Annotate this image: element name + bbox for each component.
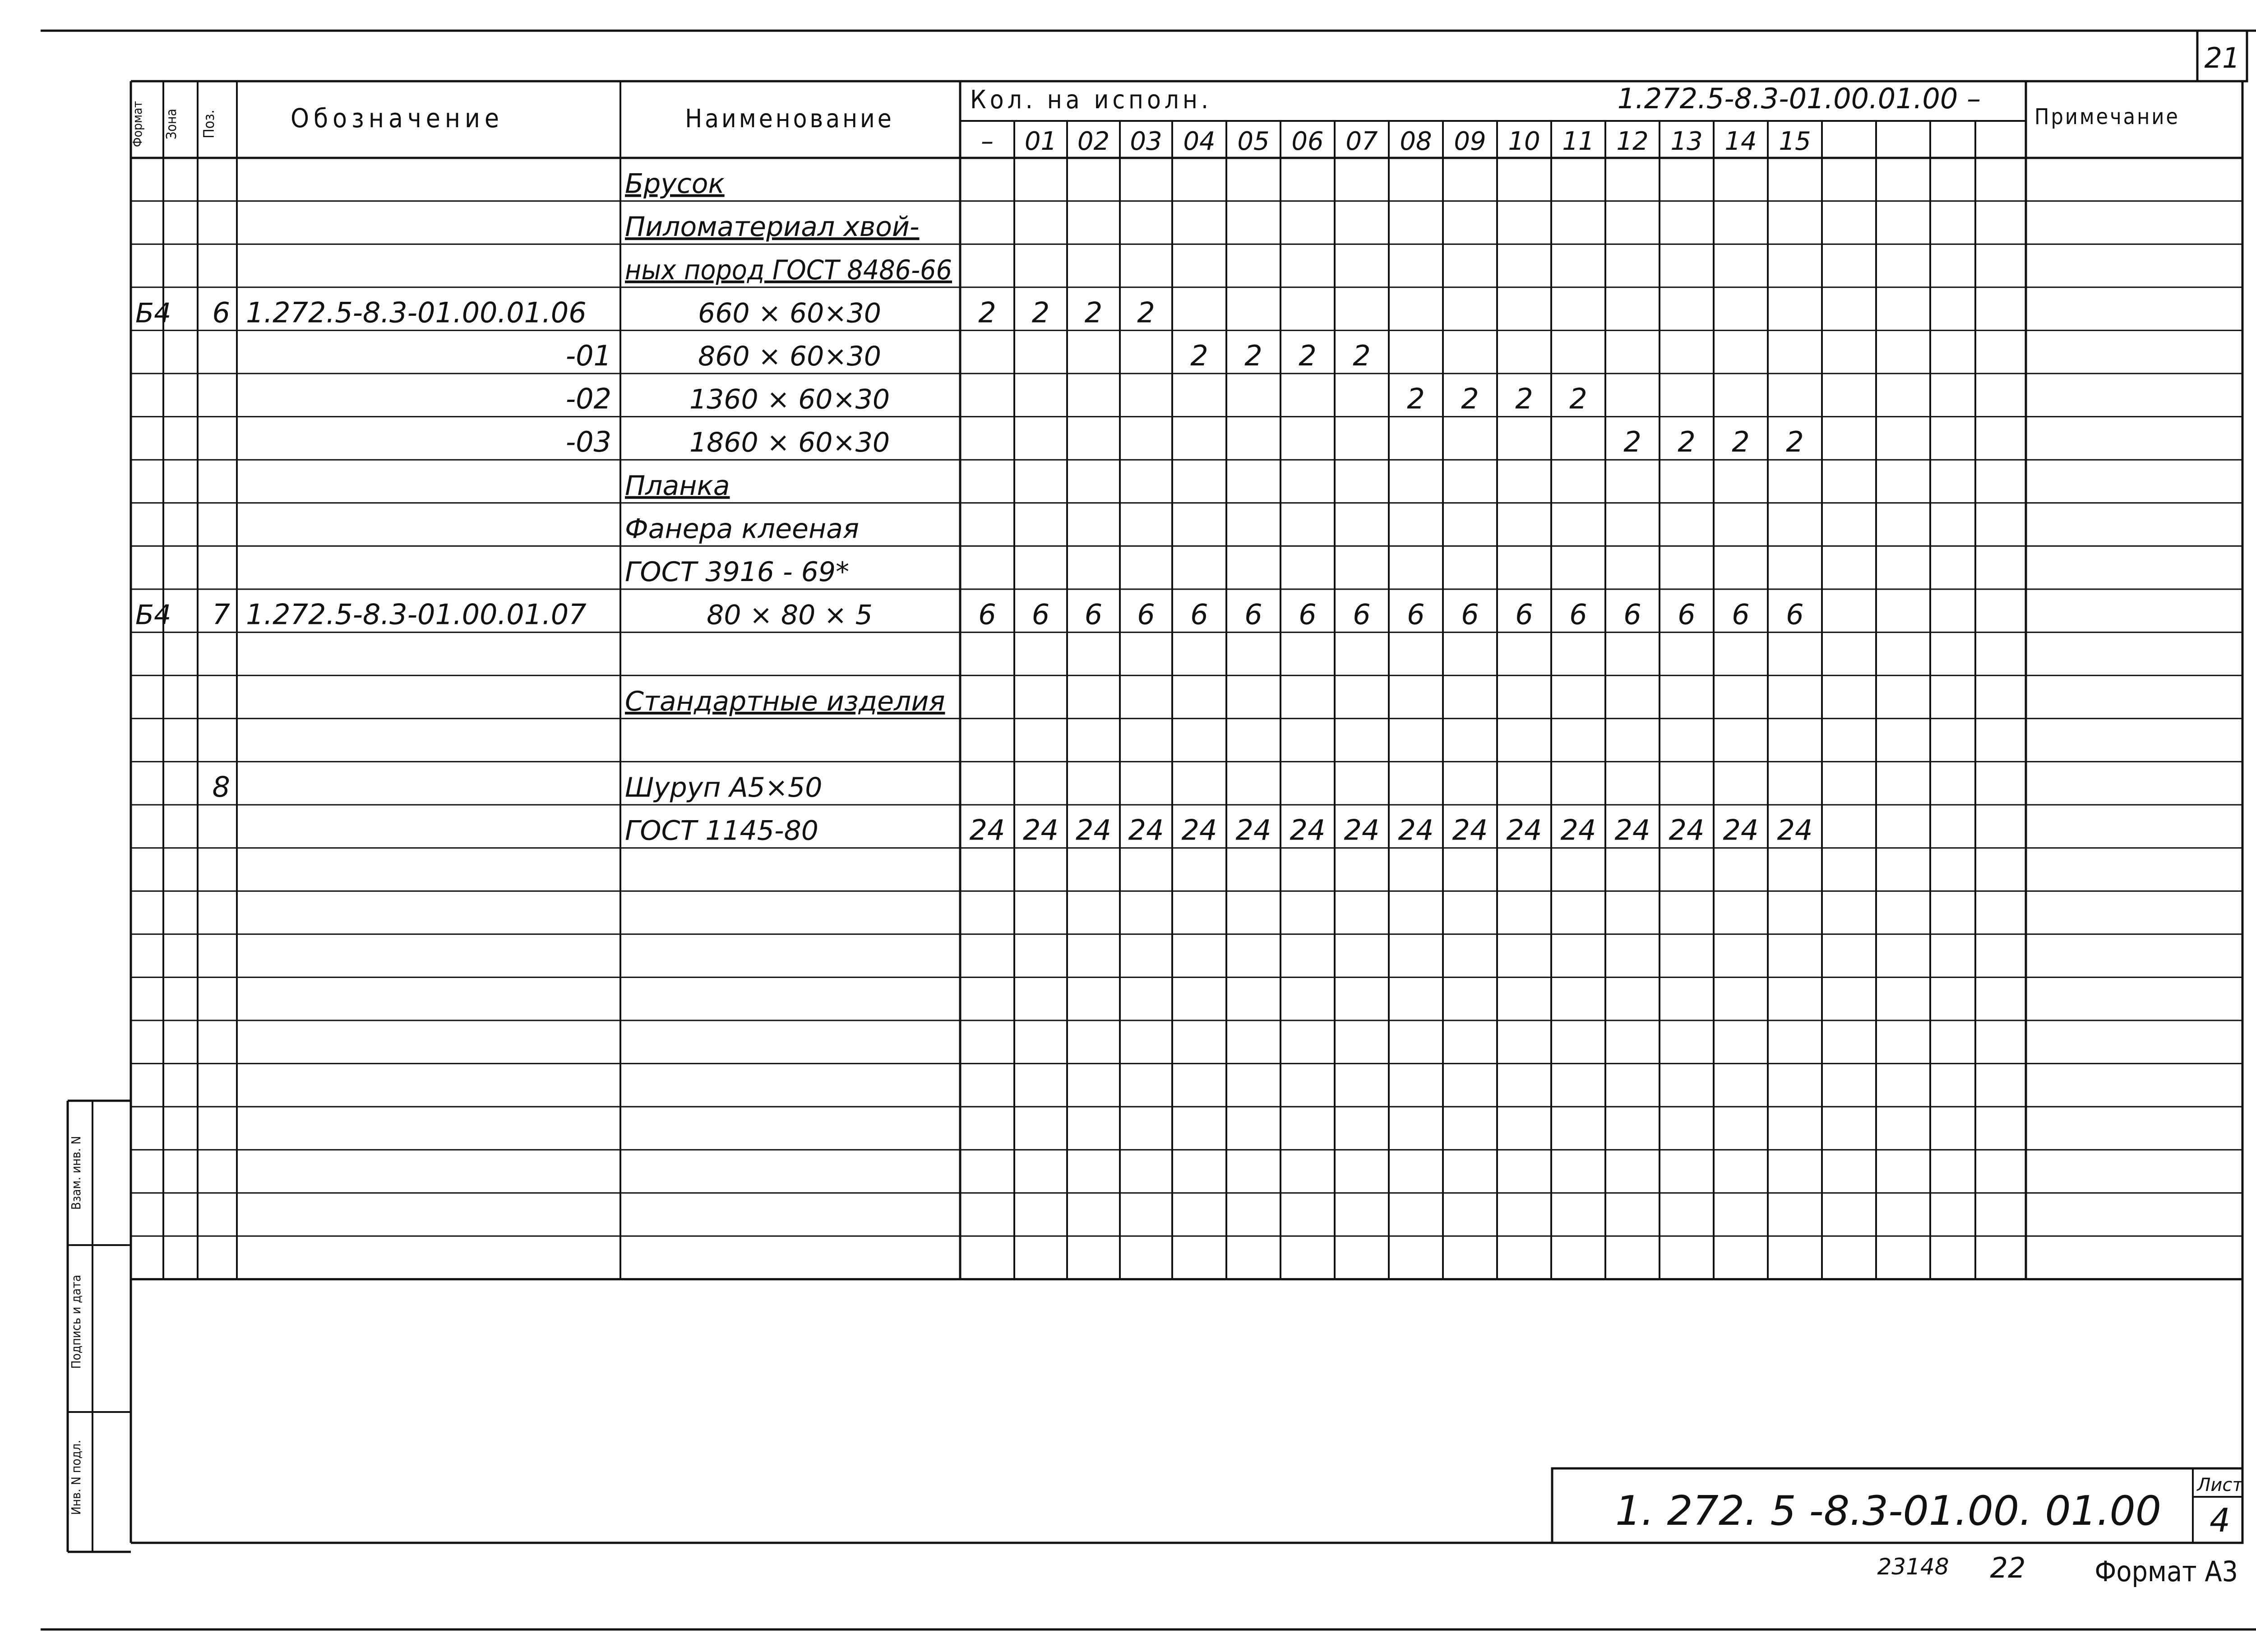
qty-cell: 6 [1084, 598, 1103, 631]
qty-cell: 2 [1084, 296, 1103, 329]
qty-cell: 2 [1353, 339, 1371, 372]
row-name: Стандартные изделия [625, 685, 945, 717]
table-row [625, 556, 849, 588]
qty-cell: 2 [1244, 339, 1262, 372]
row-name: Пиломатериал хвой- [625, 211, 920, 243]
row-designation: -02 [565, 382, 611, 415]
qty-cell: 24 [1614, 813, 1650, 847]
row-name: Брусок [625, 168, 725, 200]
row-name: ГОСТ 3916 - 69* [625, 556, 850, 588]
variant-label: 07 [1345, 127, 1378, 156]
variant-label: 02 [1077, 127, 1110, 156]
title-block-designation: 1. 272. 5 -8.3-01.00. 01.00 [1615, 1487, 2161, 1535]
variant-label: 14 [1724, 127, 1757, 156]
row-name: 80 × 80 × 5 [707, 599, 873, 631]
table-body [135, 168, 1812, 847]
sheet-corner-number: 21 [2204, 42, 2240, 74]
header-qty-code: 1.272.5-8.3-01.00.01.00 – [1617, 82, 1981, 115]
qty-cell: 24 [1560, 813, 1596, 847]
qty-cell: 24 [1777, 813, 1813, 847]
row-name: Шуруп А5×50 [625, 772, 823, 803]
variant-label: 09 [1454, 127, 1486, 156]
header-pos: Поз. [200, 110, 217, 138]
header-designation: Обозначение [290, 103, 504, 134]
row-format: Б4 [135, 599, 171, 631]
variant-label: 11 [1562, 127, 1595, 156]
qty-cell: 24 [1398, 813, 1434, 847]
qty-cell: 6 [1031, 598, 1050, 631]
variant-label: 05 [1237, 127, 1270, 156]
qty-cell: 6 [1407, 598, 1425, 631]
qty-cell: 24 [1723, 813, 1759, 847]
footer [1877, 1551, 2238, 1588]
variant-label: 01 [1024, 127, 1057, 156]
qty-cell: 24 [1452, 813, 1488, 847]
qty-cell: 2 [1407, 382, 1425, 415]
table-row [566, 339, 1371, 372]
qty-cell: 6 [1515, 598, 1533, 631]
row-pos: 7 [212, 598, 230, 631]
table-row [566, 425, 1804, 458]
table-row [135, 296, 1155, 329]
variant-label: 13 [1670, 127, 1703, 156]
table-row [625, 686, 945, 717]
qty-cell: 6 [1461, 598, 1479, 631]
footer-format-label: Формат А3 [2094, 1555, 2238, 1588]
row-name: ГОСТ 1145-80 [625, 815, 818, 847]
row-designation: -01 [565, 339, 611, 372]
row-pos: 6 [212, 296, 230, 329]
variant-label: 12 [1616, 127, 1649, 156]
table-row [135, 598, 1804, 631]
header-name: Наименование [685, 104, 894, 134]
qty-cell: 2 [978, 296, 996, 329]
qty-cell: 2 [1515, 382, 1533, 415]
table-row [625, 168, 725, 200]
side-stamp [69, 1136, 83, 1515]
variant-label: 10 [1508, 127, 1540, 156]
qty-cell: 6 [1678, 598, 1696, 631]
title-block [1615, 1475, 2243, 1539]
header-qty: Кол. на исполн. [970, 85, 1212, 115]
header-note: Примечание [2034, 104, 2180, 129]
row-name: 660 × 60×30 [698, 297, 881, 329]
qty-cell: 6 [1569, 598, 1587, 631]
row-pos: 8 [212, 771, 230, 803]
table-row [625, 513, 859, 545]
qty-cell: 6 [1786, 598, 1804, 631]
qty-cell: 24 [1128, 813, 1164, 847]
variant-label: – [981, 127, 994, 156]
row-designation: 1.272.5-8.3-01.00.01.07 [246, 598, 587, 631]
qty-cell: 24 [1290, 813, 1326, 847]
row-name: ных пород ГОСТ 8486-66 [625, 254, 952, 286]
qty-cell: 6 [1732, 598, 1750, 631]
variant-label: 15 [1779, 127, 1811, 156]
variant-label: 03 [1130, 127, 1162, 156]
row-format: Б4 [135, 297, 171, 329]
qty-cell: 6 [978, 598, 996, 631]
qty-cell: 2 [1031, 296, 1050, 329]
variant-label: 08 [1400, 127, 1432, 156]
title-block-sheet-label: Лист [2197, 1475, 2243, 1495]
table-row [625, 254, 952, 286]
qty-cell: 2 [1732, 425, 1750, 459]
title-block-sheet-number: 4 [2210, 1501, 2230, 1539]
qty-cell: 6 [1623, 598, 1641, 631]
qty-cell: 6 [1244, 598, 1262, 631]
qty-cell: 2 [1461, 382, 1479, 415]
qty-cell: 6 [1299, 598, 1317, 631]
qty-cell: 6 [1353, 598, 1371, 631]
qty-cell: 2 [1137, 296, 1155, 329]
qty-cell: 24 [1235, 813, 1271, 847]
header-zone: Зона [164, 109, 180, 139]
variant-label: 04 [1183, 127, 1216, 156]
qty-cell: 24 [969, 813, 1005, 847]
qty-cell: 2 [1299, 339, 1317, 372]
table-header [130, 82, 2180, 156]
qty-cell: 6 [1137, 598, 1155, 631]
qty-cell: 2 [1190, 339, 1208, 372]
qty-cell: 24 [1181, 813, 1217, 847]
variant-label: 06 [1291, 127, 1324, 156]
row-designation: 1.272.5-8.3-01.00.01.06 [246, 296, 587, 329]
qty-cell: 2 [1569, 382, 1587, 415]
row-name: 1860 × 60×30 [689, 427, 890, 459]
qty-cell: 2 [1786, 425, 1804, 459]
qty-cell: 24 [1506, 813, 1542, 847]
qty-cell: 6 [1190, 598, 1208, 631]
table-row [625, 814, 1812, 847]
qty-cell: 24 [1344, 813, 1380, 847]
table-row [213, 771, 823, 803]
qty-cell: 2 [1623, 425, 1641, 459]
side-stamp-replaced-inv: Взам. инв. N [69, 1136, 83, 1210]
row-name: 1360 × 60×30 [689, 383, 890, 415]
side-stamp-signature-date: Подпись и дата [69, 1274, 83, 1369]
qty-cell: 2 [1678, 425, 1696, 459]
footer-order-number: 23148 [1877, 1554, 1949, 1580]
side-stamp-original-inv: Инв. N подл. [69, 1440, 83, 1515]
table-row [625, 470, 730, 502]
qty-cell: 24 [1669, 813, 1705, 847]
variant-column-labels [981, 127, 1811, 156]
row-name: Планка [625, 470, 730, 502]
table-row [566, 383, 1587, 415]
qty-cell: 24 [1076, 813, 1111, 847]
row-designation: -03 [565, 425, 611, 459]
row-name: 860 × 60×30 [698, 341, 881, 372]
qty-cell: 24 [1023, 813, 1059, 847]
table-row [625, 211, 920, 243]
header-format: Формат [130, 101, 145, 148]
footer-copy-number: 22 [1990, 1551, 2026, 1584]
row-name: Фанера клееная [625, 513, 859, 545]
